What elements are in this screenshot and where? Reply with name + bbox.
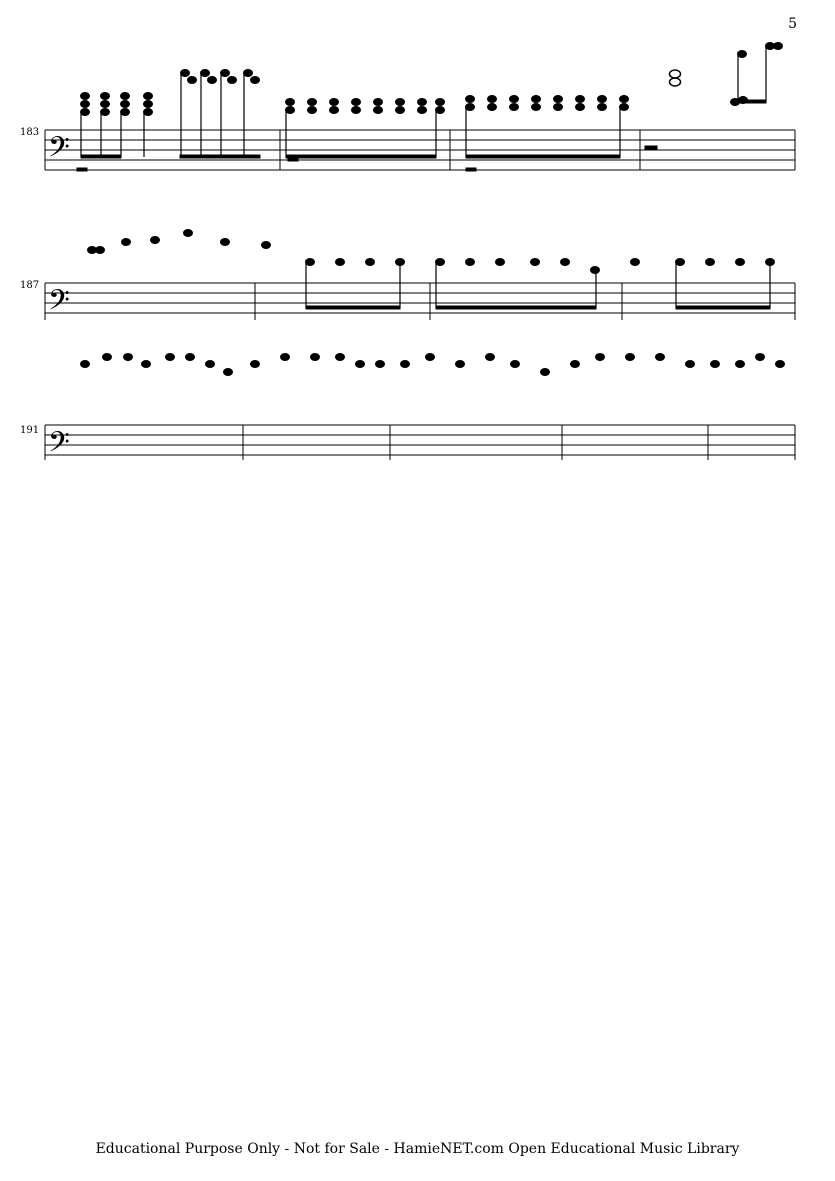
- footer-note: Educational Purpose Only - Not for Sale - HamieNET.com Open Educational Music Library: [95, 1141, 740, 1157]
- staff-system-2: [0, 200, 835, 320]
- measure-number: 191: [20, 425, 40, 436]
- chord-group: [645, 43, 783, 151]
- staff-notation: [0, 200, 835, 320]
- staff-system-3: [0, 320, 835, 460]
- bass-clef-icon: 𝄢: [48, 284, 70, 320]
- bass-clef-icon: [48, 131, 70, 171]
- staff-notation: [0, 0, 835, 200]
- page-number: 5: [788, 16, 797, 32]
- svg-text:𝄢: 𝄢: [48, 131, 70, 171]
- bass-clef-icon: 𝄢: [48, 426, 70, 460]
- staff-system-1: [0, 0, 835, 200]
- measure-number: 187: [20, 280, 40, 291]
- staff-notation: [0, 320, 835, 460]
- measure-number: 183: [20, 127, 40, 138]
- chord-group: [77, 70, 260, 172]
